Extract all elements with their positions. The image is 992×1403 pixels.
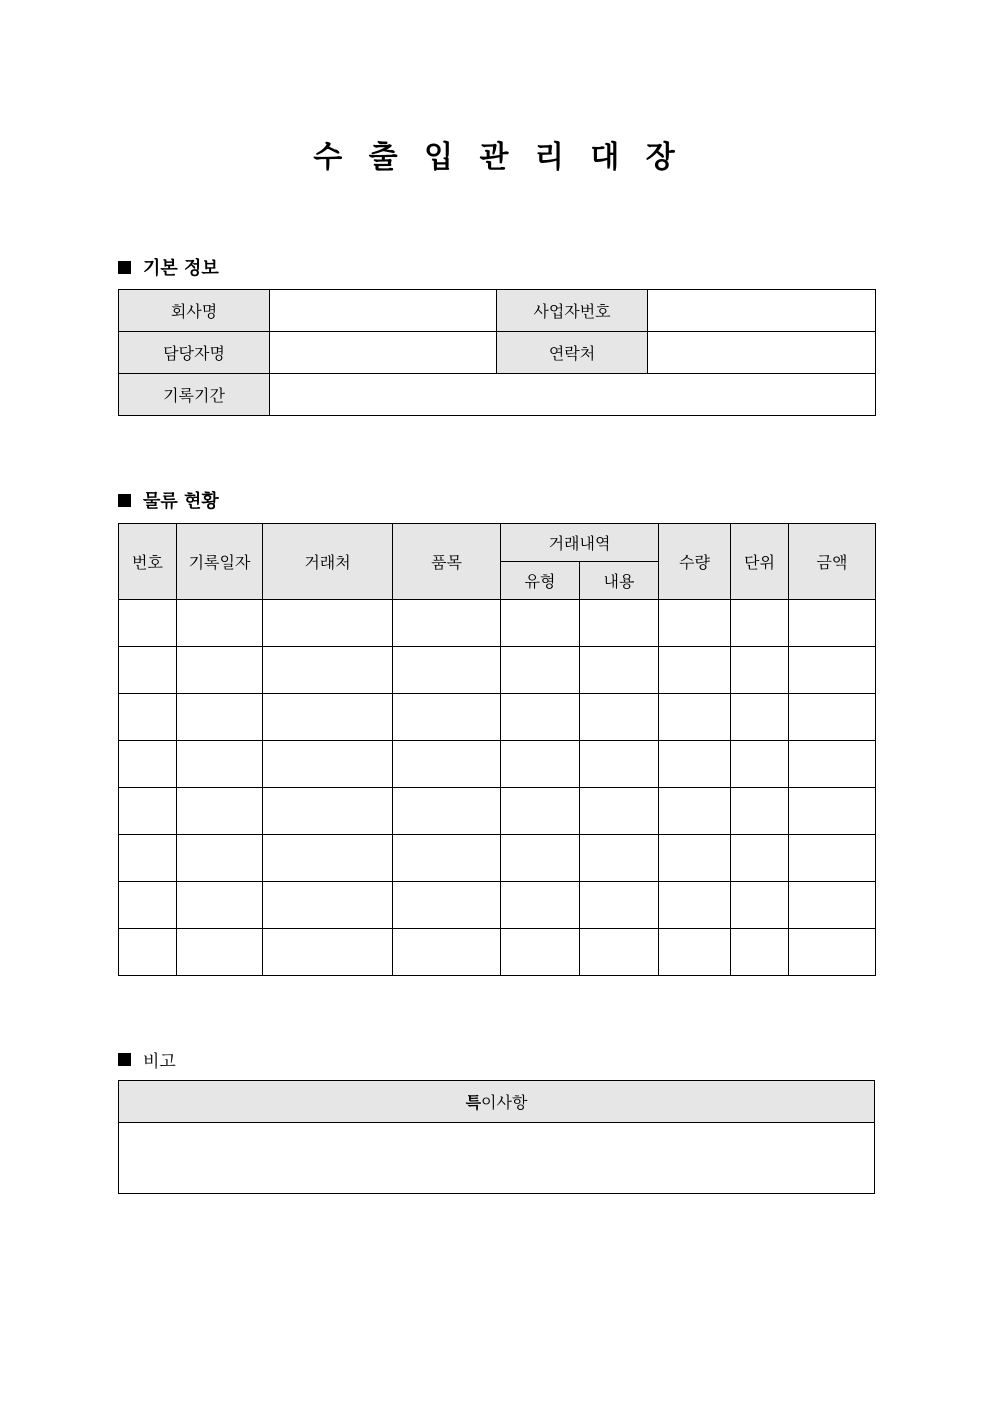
col-header-unit: 단위 bbox=[731, 524, 789, 600]
cell-unit[interactable] bbox=[731, 835, 789, 882]
cell-item[interactable] bbox=[393, 929, 501, 976]
cell-date[interactable] bbox=[177, 882, 263, 929]
cell-unit[interactable] bbox=[731, 741, 789, 788]
cell-type[interactable] bbox=[501, 600, 580, 647]
cell-type[interactable] bbox=[501, 788, 580, 835]
cell-date[interactable] bbox=[177, 741, 263, 788]
cell-unit[interactable] bbox=[731, 647, 789, 694]
cell-item[interactable] bbox=[393, 788, 501, 835]
logistics-table bbox=[118, 523, 876, 976]
col-header-type: 유형 bbox=[501, 562, 580, 600]
table-row bbox=[119, 694, 876, 741]
cell-item[interactable] bbox=[393, 647, 501, 694]
cell-type[interactable] bbox=[501, 647, 580, 694]
col-header-item: 품목 bbox=[393, 524, 501, 600]
cell-quantity[interactable] bbox=[659, 741, 731, 788]
cell-item[interactable] bbox=[393, 694, 501, 741]
col-header-quantity: 수량 bbox=[659, 524, 731, 600]
table-row bbox=[119, 929, 876, 976]
section-heading-remarks bbox=[118, 1047, 176, 1072]
cell-quantity[interactable] bbox=[659, 647, 731, 694]
cell-unit[interactable] bbox=[731, 600, 789, 647]
cell-amount[interactable] bbox=[789, 741, 876, 788]
cell-type[interactable] bbox=[501, 882, 580, 929]
cell-number[interactable] bbox=[119, 741, 177, 788]
square-bullet-icon bbox=[118, 1053, 131, 1066]
cell-content[interactable] bbox=[580, 929, 659, 976]
cell-content[interactable] bbox=[580, 882, 659, 929]
cell-content[interactable] bbox=[580, 788, 659, 835]
table-row bbox=[119, 600, 876, 647]
section-heading-logistics-label: 물류 현황 bbox=[143, 491, 219, 512]
cell-unit[interactable] bbox=[731, 882, 789, 929]
cell-unit[interactable] bbox=[731, 694, 789, 741]
contact-label: 연락처 bbox=[497, 332, 648, 374]
cell-number[interactable] bbox=[119, 882, 177, 929]
section-heading-logistics bbox=[118, 487, 219, 513]
cell-type[interactable] bbox=[501, 929, 580, 976]
cell-content[interactable] bbox=[580, 835, 659, 882]
remarks-header-rest: 이사항 bbox=[481, 1093, 528, 1112]
cell-amount[interactable] bbox=[789, 694, 876, 741]
logistics-table-body bbox=[119, 600, 876, 976]
remarks-table bbox=[118, 1080, 875, 1194]
remarks-header-bold: 특 bbox=[465, 1093, 482, 1112]
cell-partner[interactable] bbox=[263, 882, 393, 929]
cell-partner[interactable] bbox=[263, 835, 393, 882]
basic-info-table bbox=[118, 289, 876, 416]
cell-item[interactable] bbox=[393, 600, 501, 647]
cell-amount[interactable] bbox=[789, 882, 876, 929]
section-heading-basic bbox=[118, 254, 219, 280]
remarks-header bbox=[119, 1081, 875, 1123]
cell-amount[interactable] bbox=[789, 788, 876, 835]
table-row bbox=[119, 647, 876, 694]
cell-amount[interactable] bbox=[789, 647, 876, 694]
square-bullet-icon bbox=[118, 261, 131, 274]
cell-item[interactable] bbox=[393, 835, 501, 882]
cell-date[interactable] bbox=[177, 600, 263, 647]
cell-content[interactable] bbox=[580, 694, 659, 741]
document-title: 수 출 입 관 리 대 장 bbox=[313, 140, 679, 175]
cell-partner[interactable] bbox=[263, 741, 393, 788]
col-header-transaction: 거래내역 bbox=[501, 524, 659, 562]
table-row bbox=[119, 788, 876, 835]
cell-date[interactable] bbox=[177, 929, 263, 976]
col-header-partner: 거래처 bbox=[263, 524, 393, 600]
cell-number[interactable] bbox=[119, 694, 177, 741]
cell-type[interactable] bbox=[501, 694, 580, 741]
cell-unit[interactable] bbox=[731, 788, 789, 835]
table-row bbox=[119, 835, 876, 882]
cell-type[interactable] bbox=[501, 741, 580, 788]
cell-content[interactable] bbox=[580, 600, 659, 647]
cell-quantity[interactable] bbox=[659, 882, 731, 929]
cell-quantity[interactable] bbox=[659, 694, 731, 741]
cell-partner[interactable] bbox=[263, 788, 393, 835]
biz-number-field[interactable] bbox=[648, 290, 876, 332]
square-bullet-icon bbox=[118, 494, 131, 507]
company-label: 회사명 bbox=[119, 290, 270, 332]
cell-partner[interactable] bbox=[263, 600, 393, 647]
cell-quantity[interactable] bbox=[659, 788, 731, 835]
cell-item[interactable] bbox=[393, 741, 501, 788]
cell-quantity[interactable] bbox=[659, 929, 731, 976]
cell-unit[interactable] bbox=[731, 929, 789, 976]
cell-partner[interactable] bbox=[263, 929, 393, 976]
cell-item[interactable] bbox=[393, 882, 501, 929]
contact-field[interactable] bbox=[648, 332, 876, 374]
cell-amount[interactable] bbox=[789, 835, 876, 882]
section-heading-basic-label: 기본 정보 bbox=[143, 258, 219, 279]
cell-type[interactable] bbox=[501, 835, 580, 882]
cell-date[interactable] bbox=[177, 835, 263, 882]
cell-amount[interactable] bbox=[789, 600, 876, 647]
biz-number-label: 사업자번호 bbox=[497, 290, 648, 332]
cell-quantity[interactable] bbox=[659, 835, 731, 882]
col-header-date: 기록일자 bbox=[177, 524, 263, 600]
remarks-body-field[interactable] bbox=[119, 1123, 875, 1194]
cell-number[interactable] bbox=[119, 788, 177, 835]
cell-amount[interactable] bbox=[789, 929, 876, 976]
table-row bbox=[119, 741, 876, 788]
cell-date[interactable] bbox=[177, 694, 263, 741]
cell-number[interactable] bbox=[119, 929, 177, 976]
period-field[interactable] bbox=[270, 374, 876, 416]
cell-content[interactable] bbox=[580, 741, 659, 788]
cell-content[interactable] bbox=[580, 647, 659, 694]
col-header-content: 내용 bbox=[580, 562, 659, 600]
section-heading-remarks-label: 비고 bbox=[143, 1052, 176, 1072]
cell-number[interactable] bbox=[119, 835, 177, 882]
cell-quantity[interactable] bbox=[659, 600, 731, 647]
cell-date[interactable] bbox=[177, 788, 263, 835]
period-label: 기록기간 bbox=[119, 374, 270, 416]
col-header-amount: 금액 bbox=[789, 524, 876, 600]
cell-partner[interactable] bbox=[263, 647, 393, 694]
col-header-number: 번호 bbox=[119, 524, 177, 600]
cell-partner[interactable] bbox=[263, 694, 393, 741]
manager-field[interactable] bbox=[270, 332, 497, 374]
cell-date[interactable] bbox=[177, 647, 263, 694]
cell-number[interactable] bbox=[119, 600, 177, 647]
manager-label: 담당자명 bbox=[119, 332, 270, 374]
company-field[interactable] bbox=[270, 290, 497, 332]
cell-number[interactable] bbox=[119, 647, 177, 694]
table-row bbox=[119, 882, 876, 929]
